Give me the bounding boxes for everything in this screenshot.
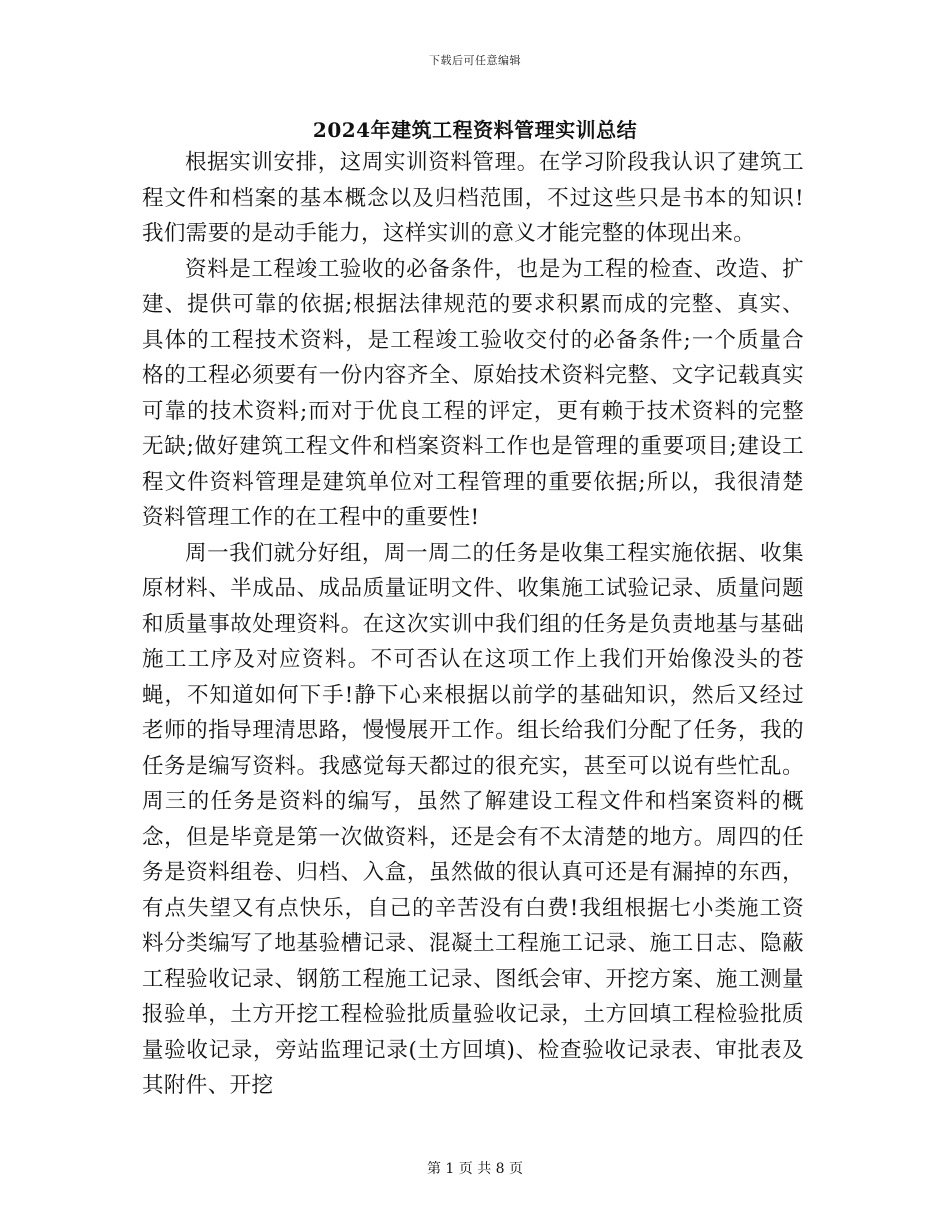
paragraph-2: 资料是工程竣工验收的必备条件，也是为工程的检查、改造、扩建、提供可靠的依据;根据法律规范的要求积累而成的完整、真实、具体的工程技术资料，是工程竣工验收交付的必备条件;一个质量合格的工程必须要有一份内容齐全、原始技术资料完整、文字记载真实可靠的技术资料;而对于优良工程的评定，更有赖于技术资料的完整无缺;做好建筑工程文件和档案资料工作也是管理的重要项目;建设工程文件资料管理是建筑单位对工程管理的重要依据;所以，我很清楚资料管理工作的在工程中的重要性! — [142, 256, 804, 530]
paragraph-1: 根据实训安排，这周实训资料管理。在学习阶段我认识了建筑工程文件和档案的基本概念以及归档范围，不过这些只是书本的知识!我们需要的是动手能力，这样实训的意义才能完整的体现出来。 — [142, 150, 804, 246]
page-indicator: 第 1 页 共 8 页 — [426, 1161, 524, 1177]
header-note: 下载后可任意编辑 — [429, 54, 521, 67]
document-body — [142, 145, 804, 1104]
document-title: 2024年建筑工程资料管理实训总结 — [312, 118, 638, 142]
paragraph-3: 周一我们就分好组，周一周二的任务是收集工程实施依据、收集原材料、半成品、成品质量证明文件、收集施工试验记录、质量问题和质量事故处理资料。在这次实训中我们组的任务是负责地基与基础施工工序及对应资料。不可否认在这项工作上我们开始像没头的苍蝇，不知道如何下手!静下心来根据以前学的基础知识，然后又经过老师的指导理清思路，慢慢展开工作。组长给我们分配了任务，我的任务是编写资料。我感觉每天都过的很充实，甚至可以说有些忙乱。周三的任务是资料的编写，虽然了解建设工程文件和档案资料的概念，但是毕竟是第一次做资料，还是会有不太清楚的地方。周四的任务是资料组卷、归档、入盒，虽然做的很认真可还是有漏掉的东西，有点失望又有点快乐，自己的辛苦没有白费!我组根据七小类施工资料分类编写了地基验槽记录、混凝土工程施工记录、施工日志、隐蔽工程验收记录、钢筋工程施工记录、图纸会审、开挖方案、施工测量报验单，土方开挖工程检验批质量验收记录，土方回填工程检验批质量验收记录，旁站监理记录(土方回填)、检查验收记录表、审批表及其附件、开挖 — [142, 540, 804, 1098]
